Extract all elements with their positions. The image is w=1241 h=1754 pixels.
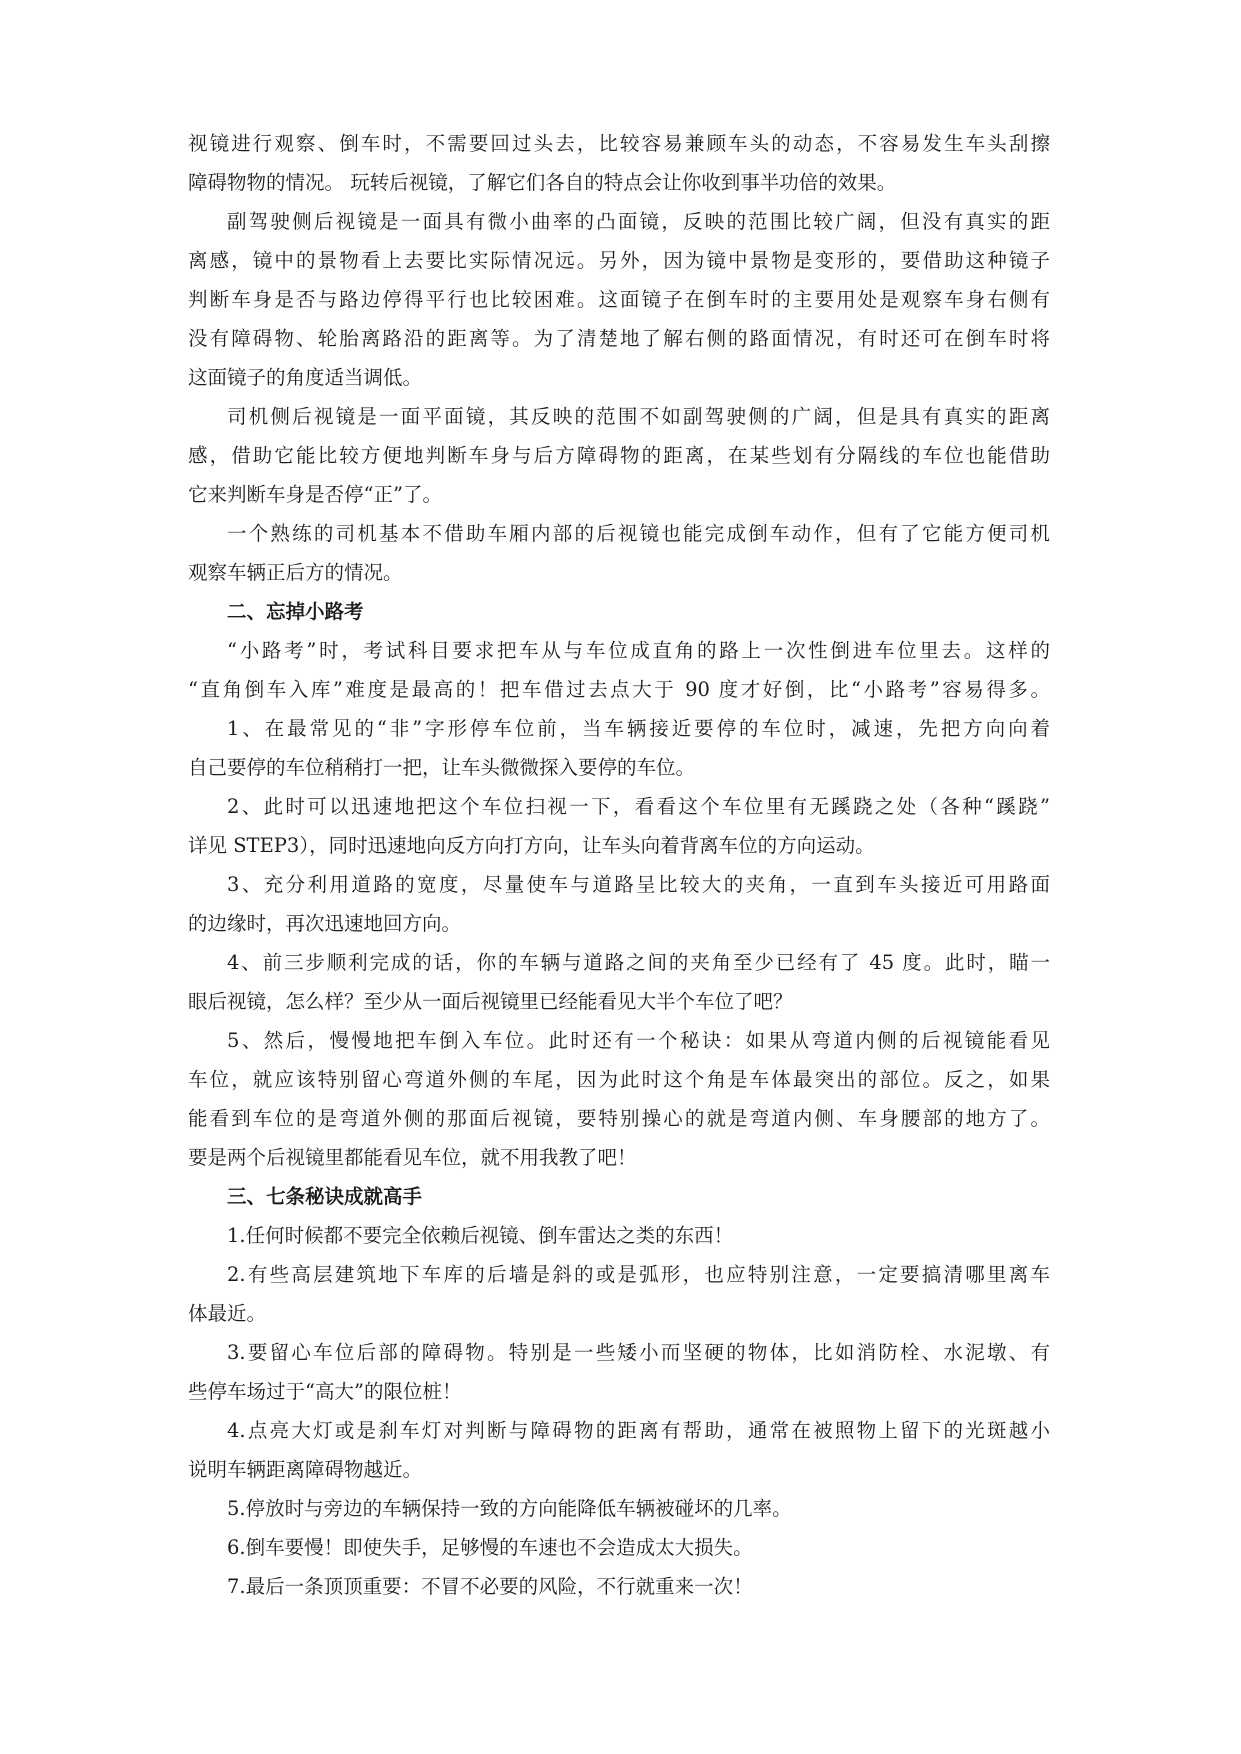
paragraph-line: 能看到车位的是弯道外侧的那面后视镜，要特别操心的就是弯道内侧、车身腰部的地方了。 [188,1107,1050,1130]
paragraph-line: 这面镜子的角度适当调低。 [188,366,423,389]
list-item: 3.要留心车位后部的障碍物。特别是一些矮小而坚硬的物体，比如消防栓、水泥墩、有 [227,1341,1050,1364]
paragraph-line: 详见 STEP3），同时迅速地向反方向打方向，让车头向着背离车位的方向运动。 [188,834,875,857]
paragraph-line: 观察车辆正后方的情况。 [188,561,403,584]
list-item: 1.任何时候都不要完全依赖后视镜、倒车雷达之类的东西！ [227,1224,734,1247]
list-item: 7.最后一条顶顶重要：不冒不必要的风险，不行就重来一次！ [227,1575,753,1598]
paragraph-line: 车位，就应该特别留心弯道外侧的车尾，因为此时这个角是车体最突出的部位。反之，如果 [188,1068,1050,1091]
paragraph-line: 5、然后，慢慢地把车倒入车位。此时还有一个秘诀：如果从弯道内侧的后视镜能看见 [227,1029,1050,1052]
section-heading: 三、七条秘诀成就高手 [227,1185,423,1208]
paragraph-line: 没有障碍物、轮胎离路沿的距离等。为了清楚地了解右侧的路面情况，有时还可在倒车时将 [188,327,1050,350]
paragraph-line: 些停车场过于“高大”的限位桩！ [188,1380,462,1403]
list-item: 4.点亮大灯或是刹车灯对判断与障碍物的距离有帮助，通常在被照物上留下的光斑越小 [227,1419,1050,1442]
paragraph-line: 司机侧后视镜是一面平面镜，其反映的范围不如副驾驶侧的广阔，但是具有真实的距离 [227,405,1050,428]
paragraph-line: 4、前三步顺利完成的话，你的车辆与道路之间的夹角至少已经有了 45 度。此时，瞄一 [227,951,1050,974]
paragraph-line: 要是两个后视镜里都能看见车位，就不用我教了吧！ [188,1146,637,1169]
paragraph-line: 判断车身是否与路边停得平行也比较困难。这面镜子在倒车时的主要用处是观察车身右侧有 [188,288,1050,311]
paragraph-line: 自己要停的车位稍稍打一把，让车头微微探入要停的车位。 [188,756,696,779]
paragraph-line: 1、在最常见的“非”字形停车位前，当车辆接近要停的车位时，减速，先把方向向着 [227,717,1050,740]
paragraph-line: 离感，镜中的景物看上去要比实际情况远。另外，因为镜中景物是变形的，要借助这种镜子 [188,249,1050,272]
paragraph-line: 的边缘时，再次迅速地回方向。 [188,912,462,935]
paragraph-line: 3、充分利用道路的宽度，尽量使车与道路呈比较大的夹角，一直到车头接近可用路面 [227,873,1050,896]
paragraph-line: 视镜进行观察、倒车时，不需要回过头去，比较容易兼顾车头的动态，不容易发生车头刮擦 [188,132,1050,155]
list-item: 5.停放时与旁边的车辆保持一致的方向能降低车辆被碰坏的几率。 [227,1497,792,1520]
paragraph-line: 副驾驶侧后视镜是一面具有微小曲率的凸面镜，反映的范围比较广阔，但没有真实的距 [227,210,1050,233]
paragraph-line: 2、此时可以迅速地把这个车位扫视一下，看看这个车位里有无蹊跷之处（各种“蹊跷” [227,795,1050,818]
paragraph-line: “直角倒车入库”难度是最高的！把车借过去点大于 90 度才好倒，比“小路考”容易得多。 [188,678,1050,701]
list-item: 2.有些高层建筑地下车库的后墙是斜的或是弧形，也应特别注意，一定要搞清哪里离车 [227,1263,1050,1286]
paragraph-line: 它来判断车身是否停“正”了。 [188,483,442,506]
paragraph-line: 体最近。 [188,1302,267,1325]
paragraph-line: “小路考”时，考试科目要求把车从与车位成直角的路上一次性倒进车位里去。这样的 [227,639,1050,662]
section-heading: 二、忘掉小路考 [227,600,364,623]
paragraph-line: 感，借助它能比较方便地判断车身与后方障碍物的距离，在某些划有分隔线的车位也能借助 [188,444,1050,467]
paragraph-line: 眼后视镜，怎么样？至少从一面后视镜里已经能看见大半个车位了吧？ [188,990,793,1013]
paragraph-line: 说明车辆距离障碍物越近。 [188,1458,423,1481]
paragraph-line: 一个熟练的司机基本不借助车厢内部的后视镜也能完成倒车动作，但有了它能方便司机 [227,522,1050,545]
paragraph-line: 障碍物物的情况。 玩转后视镜，了解它们各自的特点会让你收到事半功倍的效果。 [188,171,897,194]
document-page [188,124,1050,1606]
list-item: 6.倒车要慢！即使失手，足够慢的车速也不会造成太大损失。 [227,1536,753,1559]
